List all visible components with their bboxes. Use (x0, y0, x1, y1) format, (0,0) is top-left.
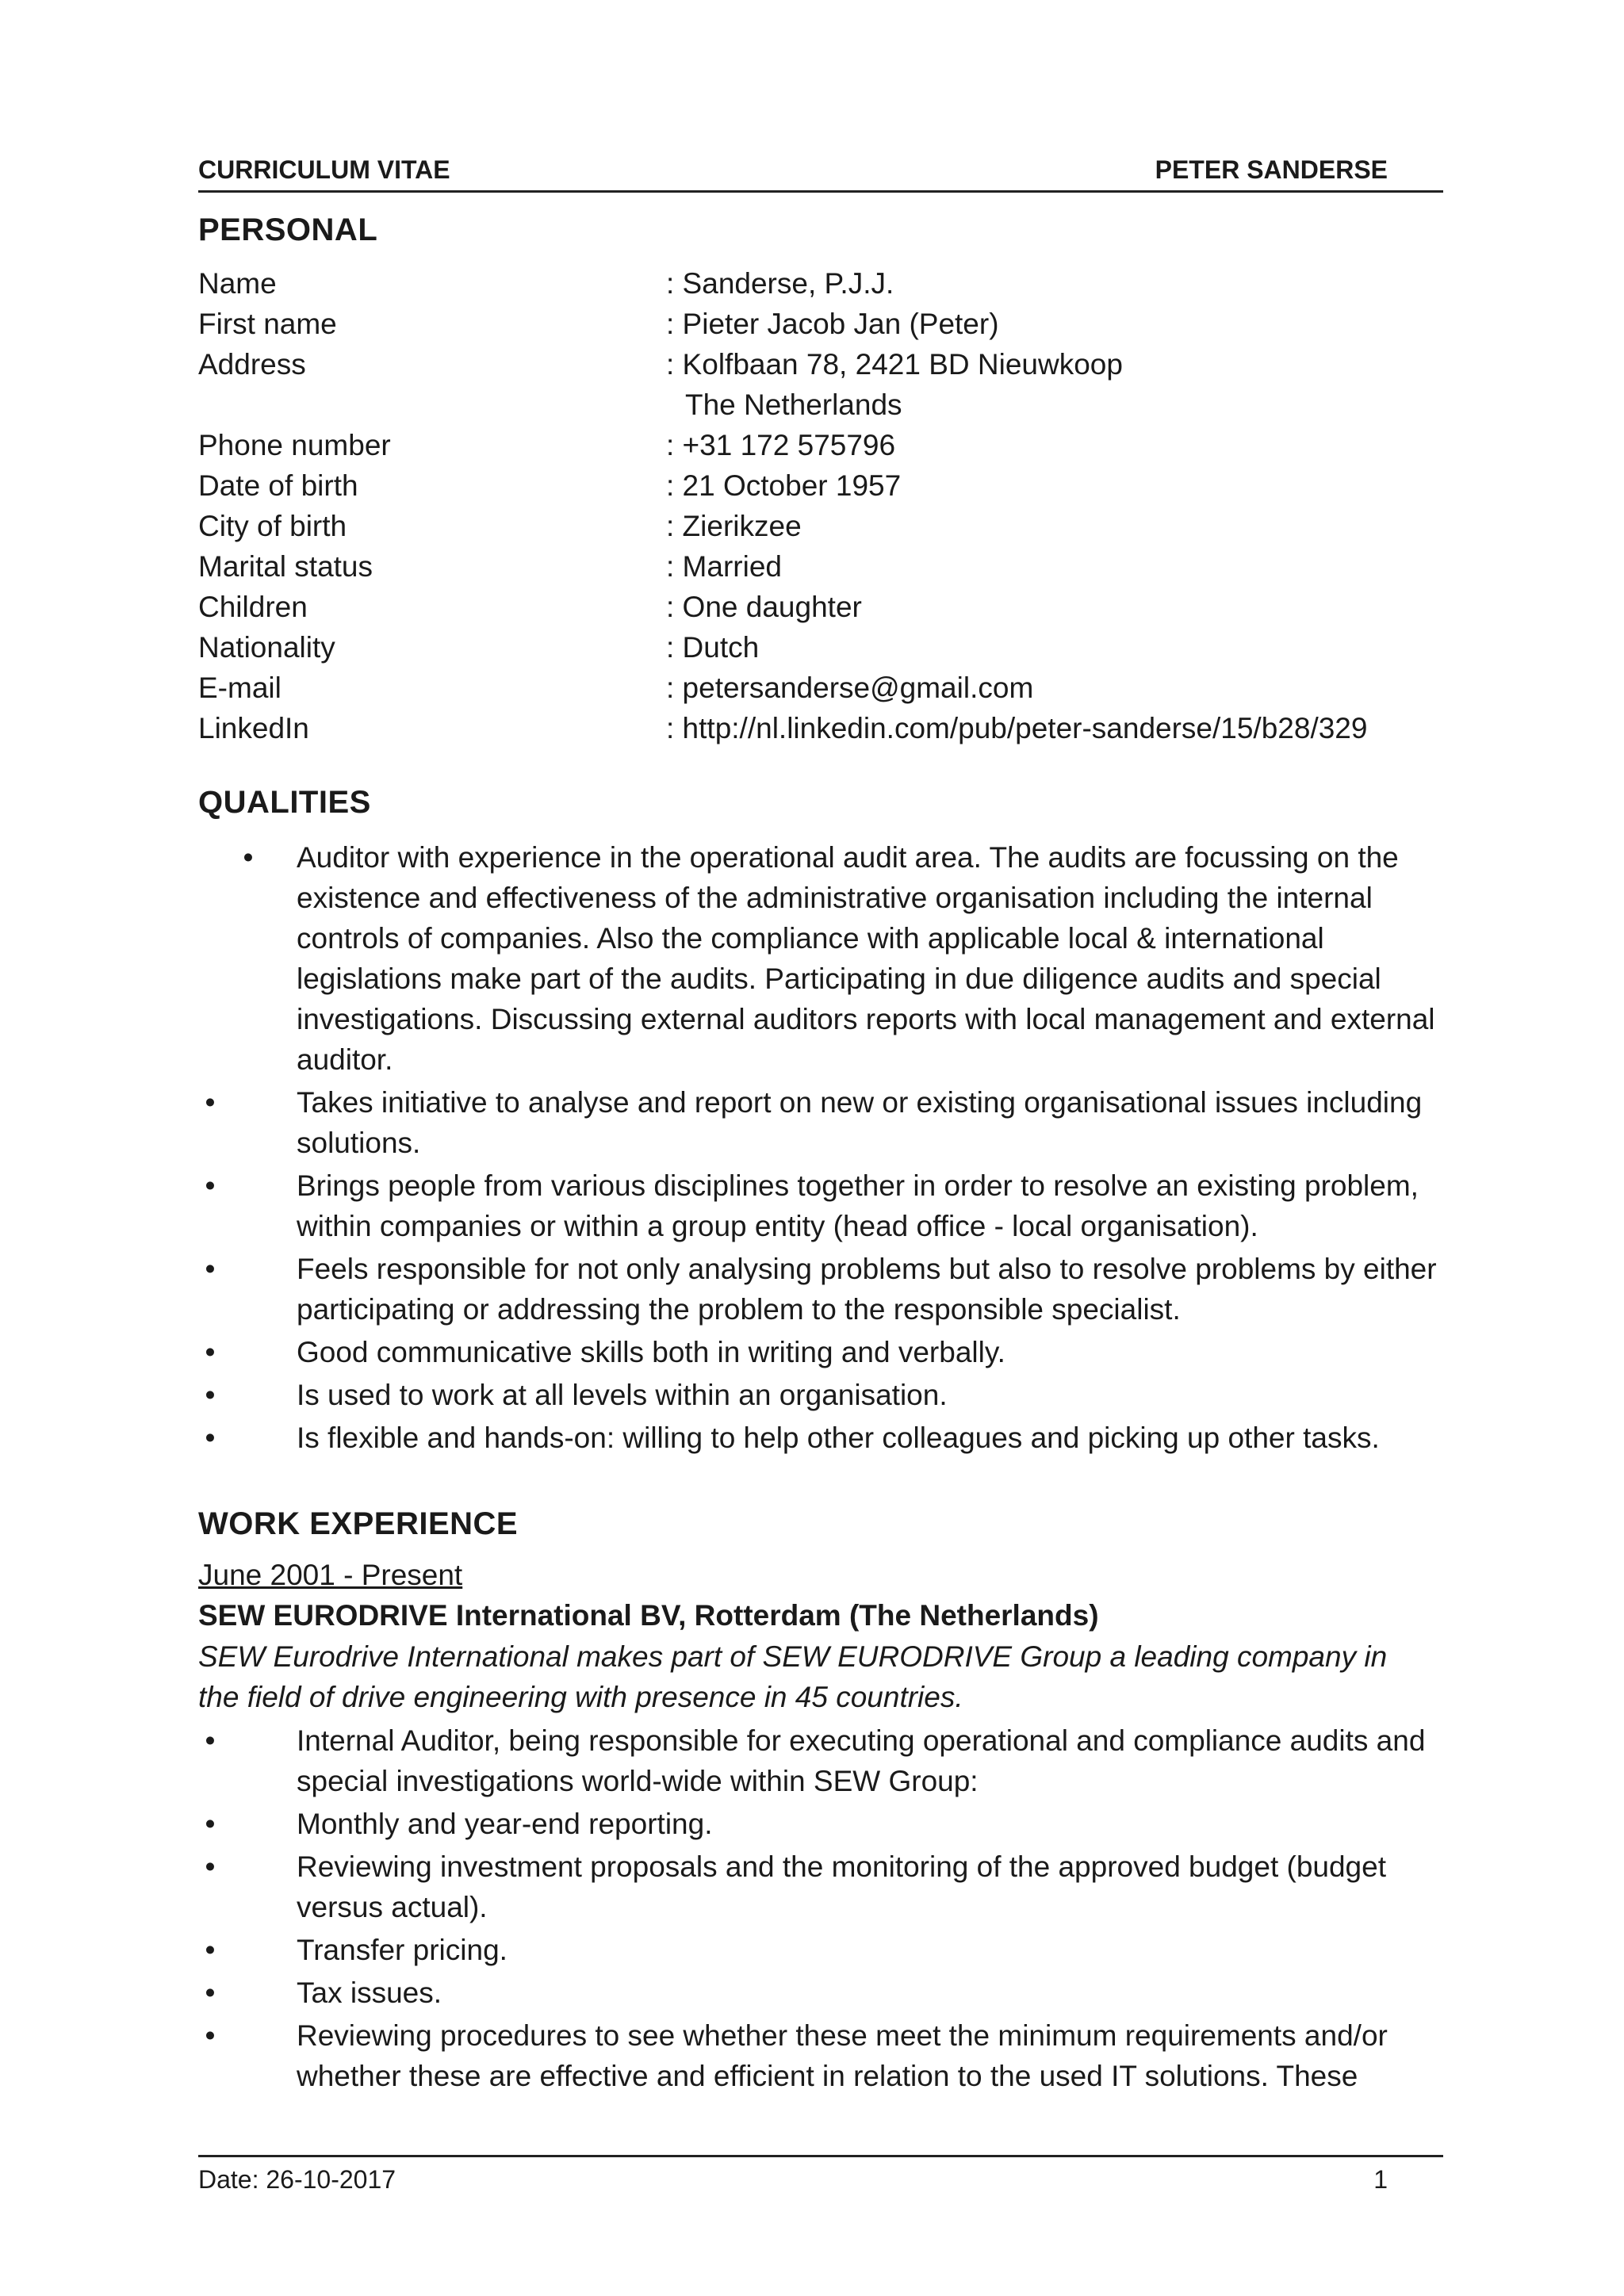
page-footer (198, 2155, 1443, 2205)
personal-value: : Kolfbaan 78, 2421 BD Nieuwkoop (666, 348, 1123, 381)
list-item: • Takes initiative to analyse and report on new or existing organisational issues including solutions. (198, 1082, 1443, 1163)
personal-value: : Sanderse, P.J.J. (666, 267, 894, 300)
section-title-personal: PERSONAL (198, 212, 378, 247)
work-duties-list (198, 1720, 1443, 2099)
section-title-work-experience: WORK EXPERIENCE (198, 1506, 519, 1541)
personal-value: : http://nl.linkedin.com/pub/peter-sanderse/15/b28/329 (666, 712, 1368, 744)
bullet-icon: • (205, 1976, 216, 2009)
personal-label: First name (198, 308, 337, 340)
list-item: • Feels responsible for not only analysing problems but also to resolve problems by either participating or addressing the problem to the responsible specialist. (198, 1249, 1443, 1330)
footer-date: Date: 26-10-2017 (198, 2165, 396, 2194)
company-description: SEW Eurodrive International makes part of SEW EURODRIVE Group a leading company in the field of drive engineering with presence in 45 countries. (198, 1640, 1388, 1713)
list-item: • Reviewing investment proposals and the monitoring of the approved budget (budget versus actual). (198, 1846, 1443, 1927)
section-title-qualities: QUALITIES (198, 785, 371, 820)
personal-label: Children (198, 591, 308, 623)
personal-label: Phone number (198, 429, 391, 461)
personal-label: E-mail (198, 672, 282, 704)
page-number: 1 (1373, 2165, 1388, 2194)
personal-value: : petersanderse@gmail.com (666, 672, 1034, 704)
list-item: • Good communicative skills both in writing and verbally. (198, 1332, 1443, 1372)
work-period: June 2001 - Present (198, 1559, 463, 1591)
personal-label: Marital status (198, 550, 373, 583)
list-item: • Brings people from various disciplines together in order to resolve an existing problem, within companies or within a group entity (head office - local organisation). (198, 1165, 1443, 1246)
list-item: • Is used to work at all levels within an organisation. (198, 1375, 1443, 1415)
bullet-icon: • (205, 1336, 216, 1368)
bullet-icon: • (205, 2019, 216, 2052)
document-title: CURRICULUM VITAE (198, 155, 450, 184)
list-item: • Transfer pricing. (198, 1930, 1443, 1970)
personal-value: : One daughter (666, 591, 862, 623)
bullet-icon: • (205, 1253, 216, 1285)
personal-label: LinkedIn (198, 712, 309, 744)
personal-value: : 21 October 1957 (666, 469, 902, 502)
personal-label: Nationality (198, 631, 335, 664)
person-name-header: PETER SANDERSE (1155, 155, 1388, 184)
bullet-icon: • (205, 1934, 216, 1966)
bullet-icon: • (205, 1850, 216, 1883)
page-header (198, 155, 1443, 193)
bullet-icon: • (205, 1379, 216, 1411)
personal-value: : Pieter Jacob Jan (Peter) (666, 308, 999, 340)
bullet-icon: • (243, 841, 254, 874)
bullet-icon: • (205, 1724, 216, 1757)
bullet-icon: • (205, 1086, 216, 1119)
personal-label: Address (198, 348, 306, 381)
company-name: SEW EURODRIVE International BV, Rotterdam (The Netherlands) (198, 1599, 1099, 1632)
list-item: • Monthly and year-end reporting. (198, 1804, 1443, 1844)
bullet-icon: • (205, 1422, 216, 1454)
list-item: • Auditor with experience in the operational audit area. The audits are focussing on the existence and effectiveness of the administrative organisation including the internal controls of companies. Also the compliance with applicable local & international legislations make part of the audits. Participating in due diligence audits and special investigations. Discussing external auditors reports with local management and external auditor. (198, 837, 1443, 1080)
personal-value: The Netherlands (685, 388, 902, 421)
personal-label: Name (198, 267, 277, 300)
list-item: • Internal Auditor, being responsible for executing operational and compliance audits and special investigations world-wide within SEW Group: (198, 1720, 1443, 1801)
list-item: • Is flexible and hands-on: willing to help other colleagues and picking up other tasks. (198, 1418, 1443, 1458)
list-item: • Reviewing procedures to see whether these meet the minimum requirements and/or whether these are effective and efficient in relation to the used IT solutions. These (198, 2015, 1443, 2096)
list-item: • Tax issues. (198, 1973, 1443, 2013)
personal-value: : +31 172 575796 (666, 429, 896, 461)
personal-value: : Married (666, 550, 782, 583)
bullet-icon: • (205, 1169, 216, 1202)
personal-value: : Dutch (666, 631, 760, 664)
qualities-list (198, 837, 1443, 1460)
personal-label: City of birth (198, 510, 347, 542)
personal-label: Date of birth (198, 469, 358, 502)
personal-value: : Zierikzee (666, 510, 802, 542)
bullet-icon: • (205, 1808, 216, 1840)
